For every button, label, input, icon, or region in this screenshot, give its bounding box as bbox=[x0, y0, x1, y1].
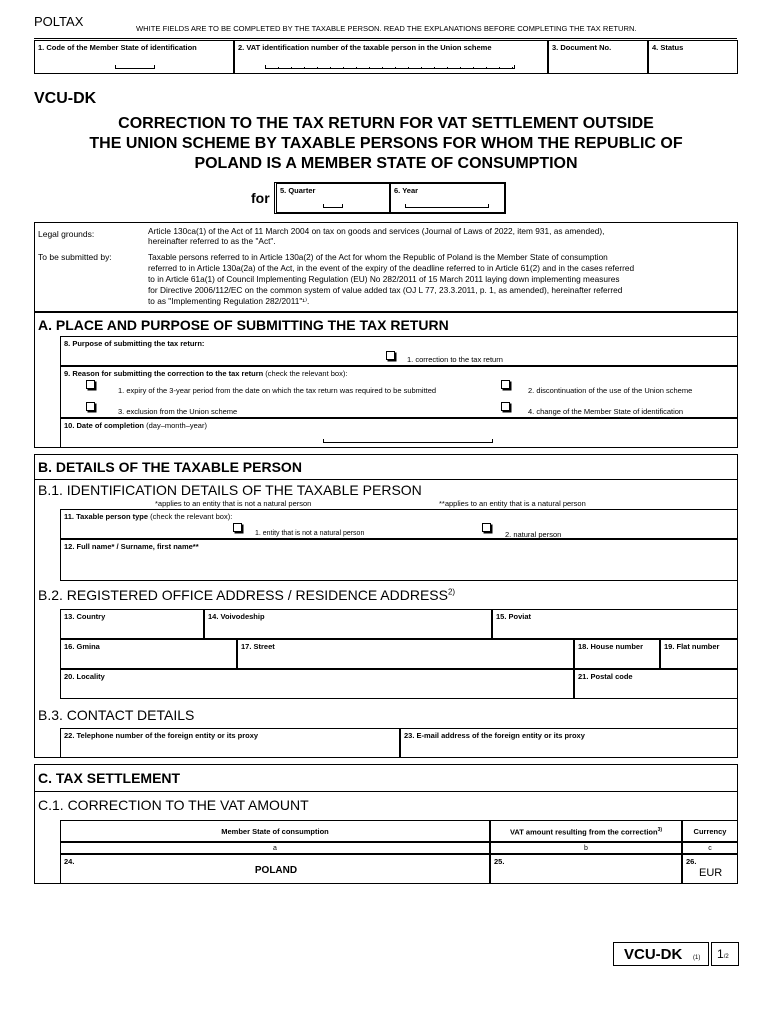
field-10-label bbox=[64, 421, 207, 430]
field-24-label: 24. bbox=[64, 857, 75, 866]
section-a-title: A. PLACE AND PURPOSE OF SUBMITTING THE TAX RETURN bbox=[38, 317, 449, 333]
legal-grounds-label: Legal grounds: bbox=[38, 229, 95, 239]
submit-by-text-5: to as "Implementing Regulation 282/2011"¹⁾. bbox=[148, 296, 310, 306]
field-22-label: 22. Telephone number of the foreign entity or its proxy bbox=[64, 731, 259, 740]
footer-page-num: 1 bbox=[717, 947, 724, 961]
note-natural: **applies to an entity that is a natural person bbox=[439, 499, 586, 508]
submit-by-text-3: to in Article 61a(1) of Council Implementing Regulation (EU) No 282/2011 of 15 March 2011 laying down implementing measures bbox=[148, 274, 620, 284]
form-code: VCU-DK bbox=[34, 90, 97, 107]
footer-version: (1) bbox=[693, 955, 701, 961]
field-8-option-1: 1. correction to the tax return bbox=[407, 355, 503, 364]
section-b2-title bbox=[38, 587, 455, 603]
form-title bbox=[34, 114, 738, 174]
field-16-box[interactable] bbox=[60, 639, 237, 669]
section-c1-title: C.1. CORRECTION TO THE VAT AMOUNT bbox=[38, 797, 309, 813]
section-b3-title: B.3. CONTACT DETAILS bbox=[38, 707, 195, 723]
field-22-box[interactable] bbox=[60, 728, 400, 758]
field-8-checkbox-1[interactable] bbox=[386, 351, 395, 360]
field-23-box[interactable] bbox=[400, 728, 738, 758]
field-9-box[interactable] bbox=[60, 366, 738, 418]
field-18-label: 18. House number bbox=[578, 642, 644, 651]
field-24-value: POLAND bbox=[254, 865, 298, 876]
submit-by-label: To be submitted by: bbox=[38, 252, 112, 262]
quarter-box[interactable] bbox=[276, 183, 390, 213]
title-line-1: CORRECTION TO THE TAX RETURN FOR VAT SETTLEMENT OUTSIDE bbox=[118, 115, 654, 132]
col-b-sup: 3) bbox=[657, 827, 663, 833]
legal-grounds-text-2: hereinafter referred to as the "Act". bbox=[148, 236, 276, 246]
header-instruction: WHITE FIELDS ARE TO BE COMPLETED BY THE TAXABLE PERSON. READ THE EXPLANATIONS BEFORE COMPLETING THE TAX RETURN. bbox=[136, 24, 637, 33]
field-12-box[interactable] bbox=[60, 539, 738, 581]
col-b-header bbox=[490, 820, 682, 842]
field-17-box[interactable] bbox=[237, 639, 574, 669]
field-2-box[interactable] bbox=[234, 40, 548, 74]
col-a-letter: a bbox=[273, 845, 277, 852]
field-16-label: 16. Gmina bbox=[64, 642, 100, 651]
field-10-label-text: 10. Date of completion bbox=[64, 421, 145, 430]
col-c-letter: c bbox=[708, 845, 712, 852]
footer-code: VCU-DK bbox=[624, 946, 683, 963]
section-b-title: B. DETAILS OF THE TAXABLE PERSON bbox=[38, 459, 302, 475]
field-15-box[interactable] bbox=[492, 609, 738, 639]
col-a-letter-cell bbox=[60, 842, 490, 854]
col-c-header bbox=[682, 820, 738, 842]
field-21-box[interactable] bbox=[574, 669, 738, 699]
field-13-label: 13. Country bbox=[64, 612, 106, 621]
col-a-label: Member State of consumption bbox=[221, 827, 329, 836]
field-4-label: 4. Status bbox=[652, 43, 684, 52]
footer-page bbox=[717, 947, 729, 961]
field-9-checkbox-4[interactable] bbox=[501, 402, 510, 411]
field-2-label: 2. VAT identification number of the taxable person in the Union scheme bbox=[238, 43, 492, 52]
field-1-label: 1. Code of the Member State of identification bbox=[38, 43, 197, 52]
for-label: for bbox=[251, 190, 270, 206]
field-3-box bbox=[548, 40, 648, 74]
field-9-note: (check the relevant box): bbox=[265, 369, 348, 378]
field-26-box bbox=[682, 854, 738, 884]
field-11-note: (check the relevant box): bbox=[150, 512, 233, 521]
field-9-checkbox-2[interactable] bbox=[501, 380, 510, 389]
field-1-comb bbox=[115, 65, 155, 69]
field-14-box[interactable] bbox=[204, 609, 492, 639]
title-line-2: THE UNION SCHEME BY TAXABLE PERSONS FOR WHOM THE REPUBLIC OF bbox=[89, 135, 683, 152]
footer-code-box bbox=[613, 942, 709, 966]
col-c-letter-cell bbox=[682, 842, 738, 854]
col-a-header bbox=[60, 820, 490, 842]
year-comb bbox=[405, 204, 489, 208]
submit-by-text-4: for Directive 2006/112/EC on the common system of value added tax (OJ L 77, 23.3.2011, p. 1, as amended), hereinafter referred bbox=[148, 285, 623, 295]
field-11-label-text: 11. Taxable person type bbox=[64, 512, 149, 521]
section-b2-title-text: B.2. REGISTERED OFFICE ADDRESS / RESIDENCE ADDRESS bbox=[38, 587, 448, 603]
field-9-option-3: 3. exclusion from the Union scheme bbox=[118, 407, 238, 416]
brand: POLTAX bbox=[34, 14, 84, 29]
footer-page-box bbox=[711, 942, 739, 966]
field-12-label: 12. Full name* / Surname, first name** bbox=[64, 542, 199, 551]
footer-page-total: /2 bbox=[723, 954, 729, 960]
field-13-box[interactable] bbox=[60, 609, 204, 639]
section-b2-sup: 2) bbox=[447, 587, 456, 597]
submit-by-text-2: referred to in Article 130a(2a) of the Act, in the event of the expiry of the deadline referred to in Article 61(2) and in the cases referred bbox=[148, 263, 635, 273]
section-b bbox=[34, 454, 738, 758]
quarter-label: 5. Quarter bbox=[280, 186, 316, 195]
field-9-label bbox=[64, 369, 347, 378]
field-23-label: 23. E-mail address of the foreign entity or its proxy bbox=[404, 731, 585, 740]
field-4-box bbox=[648, 40, 738, 74]
field-10-box[interactable] bbox=[60, 418, 738, 448]
field-11-option-2: 2. natural person bbox=[505, 530, 562, 539]
section-b-divider bbox=[35, 479, 737, 480]
field-3-label: 3. Document No. bbox=[552, 43, 612, 52]
field-11-checkbox-1[interactable] bbox=[233, 523, 242, 532]
section-b1-title: B.1. IDENTIFICATION DETAILS OF THE TAXABLE PERSON bbox=[38, 482, 422, 498]
field-9-label-text: 9. Reason for submitting the correction to the tax return bbox=[64, 369, 264, 378]
field-1-box[interactable] bbox=[34, 40, 234, 74]
field-11-label bbox=[64, 512, 232, 521]
field-9-option-4: 4. change of the Member State of identification bbox=[528, 407, 684, 416]
field-20-box[interactable] bbox=[60, 669, 574, 699]
col-b-label-text: VAT amount resulting from the correction bbox=[509, 827, 658, 837]
field-26-value: EUR bbox=[699, 867, 723, 879]
legal-section bbox=[34, 222, 738, 312]
field-18-box[interactable] bbox=[574, 639, 660, 669]
quarter-comb bbox=[323, 204, 343, 208]
year-label: 6. Year bbox=[394, 186, 419, 195]
field-21-label: 21. Postal code bbox=[578, 672, 633, 681]
field-14-label: 14. Voivodeship bbox=[208, 612, 265, 621]
field-9-option-1: 1. expiry of the 3-year period from the date on which the tax return was required to be submitted bbox=[118, 386, 437, 395]
col-c-label: Currency bbox=[693, 827, 727, 836]
field-11-option-1: 1. entity that is not a natural person bbox=[255, 530, 365, 537]
field-8-label: 8. Purpose of submitting the tax return: bbox=[64, 339, 205, 348]
field-15-label: 15. Poviat bbox=[496, 612, 532, 621]
legal-grounds-text-1: Article 130ca(1) of the Act of 11 March 2004 on tax on goods and services (Journal of Laws of 2022, item 931, as amended), bbox=[148, 226, 605, 236]
field-11-box[interactable] bbox=[60, 509, 738, 539]
field-9-checkbox-3[interactable] bbox=[86, 402, 95, 411]
submit-by-text-1: Taxable persons referred to in Article 130a(2) of the Act for whom the Republic of Poland is the Member State of consumption bbox=[148, 252, 608, 262]
header-rule bbox=[34, 38, 737, 39]
field-9-option-2: 2. discontinuation of the use of the Union scheme bbox=[528, 386, 693, 395]
col-b-letter: b bbox=[584, 845, 588, 852]
field-24-box bbox=[60, 854, 490, 884]
col-b-letter-cell bbox=[490, 842, 682, 854]
year-box[interactable] bbox=[390, 183, 505, 213]
field-26-label: 26. bbox=[686, 857, 697, 866]
col-b-label bbox=[491, 827, 681, 837]
field-10-comb bbox=[323, 439, 493, 443]
field-10-note: (day–month–year) bbox=[146, 421, 207, 430]
field-20-label: 20. Locality bbox=[64, 672, 105, 681]
field-19-label: 19. Flat number bbox=[664, 642, 720, 651]
field-25-box[interactable] bbox=[490, 854, 682, 884]
title-line-3: POLAND IS A MEMBER STATE OF CONSUMPTION bbox=[194, 155, 578, 172]
field-9-checkbox-1[interactable] bbox=[86, 380, 95, 389]
field-17-label: 17. Street bbox=[241, 642, 275, 651]
field-11-checkbox-2[interactable] bbox=[482, 523, 491, 532]
note-not-natural: *applies to an entity that is not a natural person bbox=[155, 499, 312, 508]
field-25-label: 25. bbox=[494, 857, 505, 866]
field-2-comb bbox=[265, 65, 515, 69]
field-19-box[interactable] bbox=[660, 639, 738, 669]
section-c-divider bbox=[35, 791, 737, 792]
field-8-box[interactable] bbox=[60, 336, 738, 366]
section-c-title: C. TAX SETTLEMENT bbox=[38, 770, 181, 786]
